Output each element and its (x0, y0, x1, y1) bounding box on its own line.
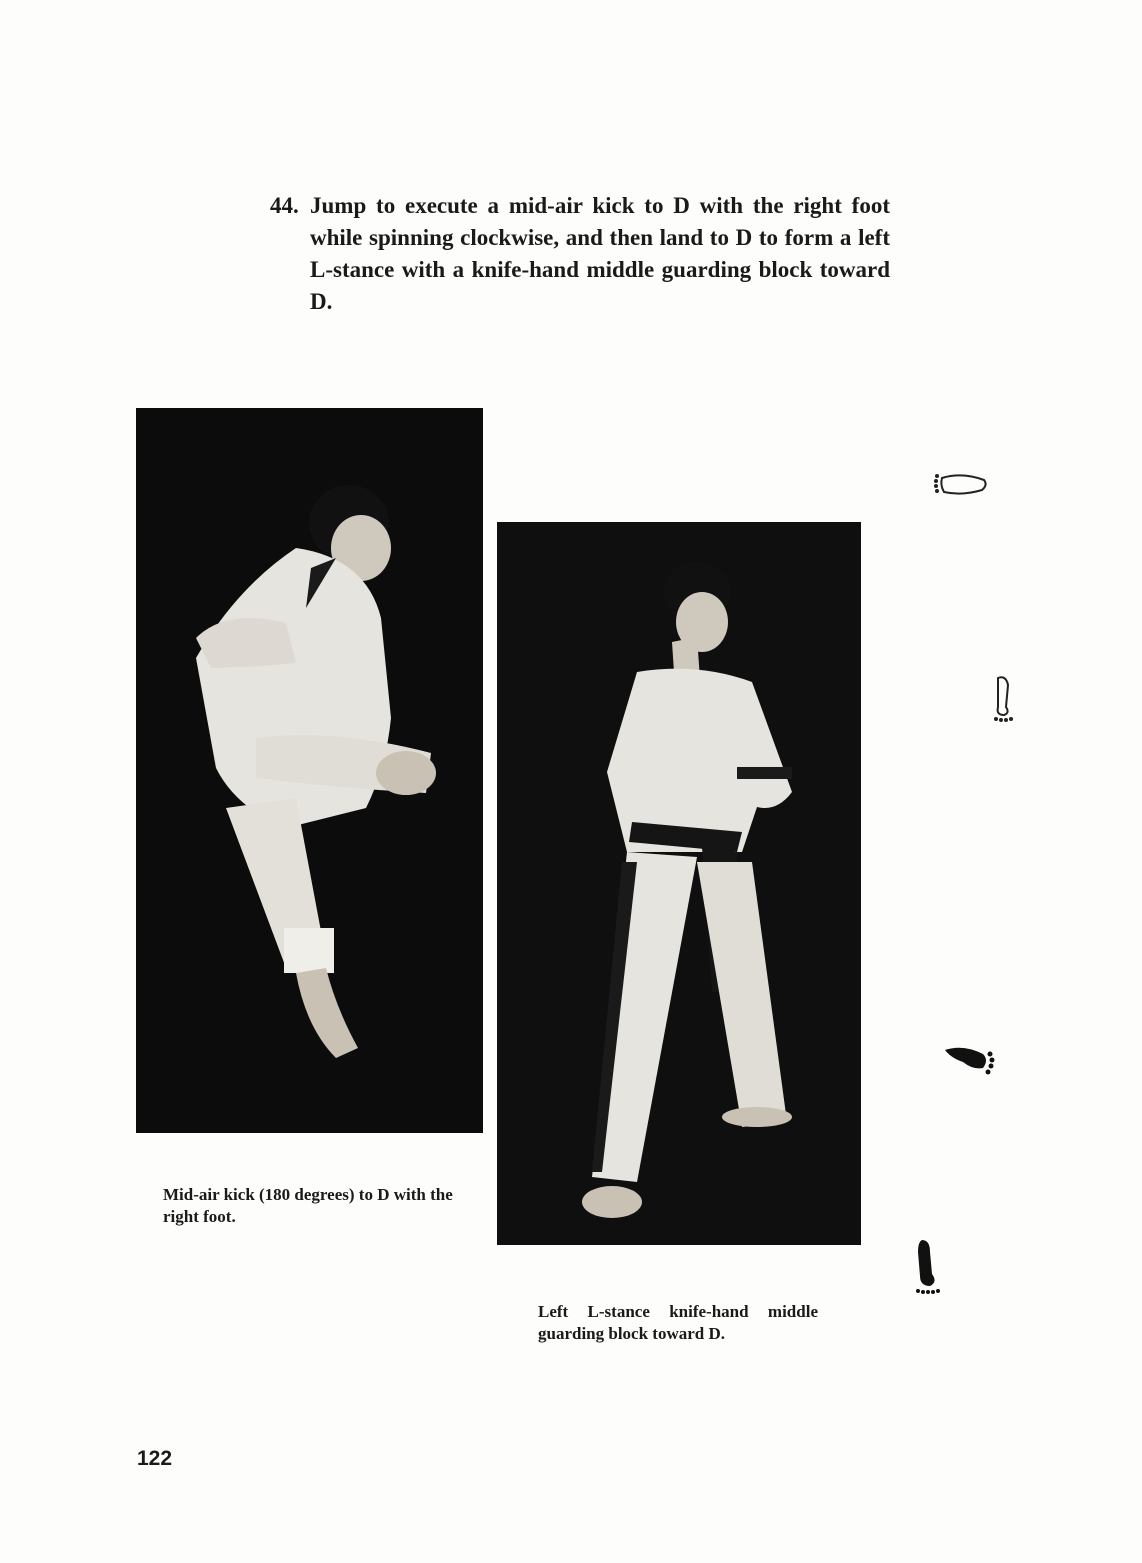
footprint-outline-up-icon (988, 673, 1018, 723)
caption-mid-air-kick: Mid-air kick (180 degrees) to D with the right foot. (163, 1185, 453, 1226)
step-text: Jump to execute a mid-air kick to D with the right foot while spinning clockwise, and then land to D to form a left L-stance with a knife-hand middle guarding block toward D. (310, 193, 890, 314)
footprint-solid-down-icon (912, 1238, 942, 1296)
step-number: 44. (270, 193, 299, 218)
caption-l-stance-block: Left L-stance knife-hand middle guarding block toward D. (538, 1302, 818, 1343)
footprint-solid-right-icon (943, 1040, 997, 1078)
footprint-outline-left-icon (932, 470, 990, 500)
photo-mid-air-kick-illustration (136, 408, 483, 1133)
page-number: 122 (137, 1447, 173, 1470)
photo-l-stance-block (497, 522, 861, 1245)
photo-l-stance-block-illustration (497, 522, 861, 1245)
photo-mid-air-kick (136, 408, 483, 1133)
step-instruction (270, 190, 890, 318)
